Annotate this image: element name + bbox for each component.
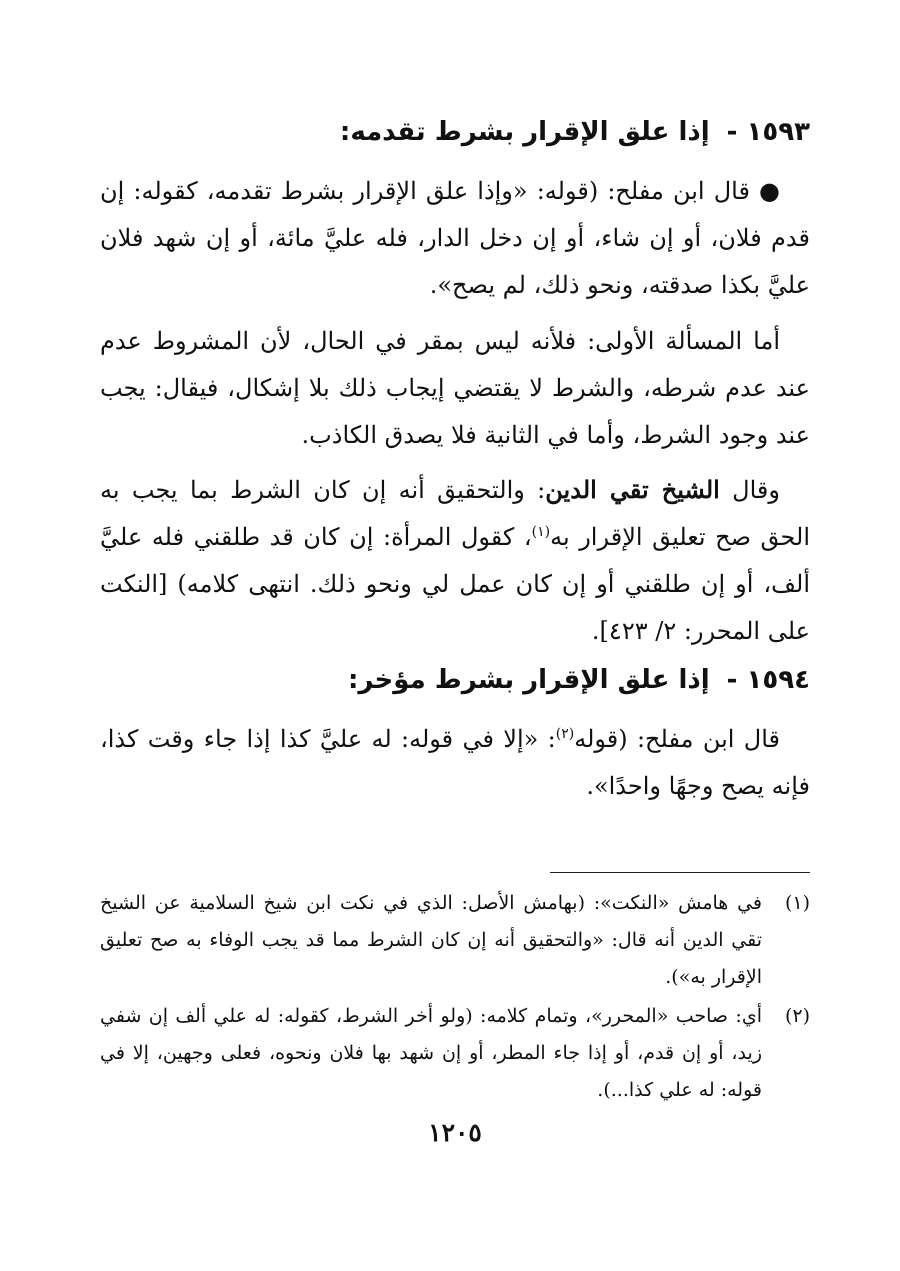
- page-number: ١٢٠٥: [428, 1118, 482, 1147]
- section-heading-1594: [100, 660, 810, 700]
- paragraph-ibn-muflih-quote: ● قال ابن مفلح: (قوله: «وإذا علق الإقرار بشرط تقدمه، كقوله: إن قدم فلان، أو إن شاء، أو إن دخل الدار، فله عليَّ مائة، أو إن شهد فلان عليَّ بكذا صدقته، ونحو ذلك، لم يصح».: [100, 177, 810, 299]
- footnote-text: في هامش «النكت»: (بهامش الأصل: الذي في نكت ابن شيخ السلامية عن الشيخ تقي الدين أنه قال: «والتحقيق أنه إن كان الشرط مما قد يجب الوفاء به صح تعليق الإقرار به»).: [100, 892, 762, 988]
- section-number: ١٥٩٣ -: [726, 117, 810, 147]
- paragraph-first-issue: أما المسألة الأولى: فلأنه ليس بمقر في الحال، لأن المشروط عدم عند عدم شرطه، والشرط لا يقتضي إيجاب ذلك بلا إشكال، فيقال: يجب عند وجود الشرط، وأما في الثانية فلا يصدق الكاذب.: [100, 327, 810, 449]
- section-title: إذا علق الإقرار بشرط تقدمه:: [339, 117, 710, 147]
- footnote-1: [100, 885, 810, 996]
- section-heading-1593: [100, 112, 810, 152]
- sheikh-name: الشيخ تقي الدين: [545, 475, 720, 504]
- section-number: ١٥٩٤ -: [726, 665, 810, 695]
- document-page: [100, 0, 810, 1271]
- footnote-ref-2: (٢): [555, 726, 575, 742]
- footnote-label: (١): [784, 892, 810, 914]
- footnote-separator: [550, 872, 810, 873]
- footnote-ref-1: (١): [531, 524, 551, 540]
- footnote-label: (٢): [784, 1005, 810, 1027]
- footnote-text: أي: صاحب «المحرر»، وتمام كلامه: (ولو أخر الشرط، كقوله: له علي ألف إن شفي زيد، أو إن قدم، أو إذا جاء المطر، أو إن شهد بها فلان ونحوه، فعلى وجهين، إلا في قوله: له علي كذا...).: [100, 1005, 762, 1101]
- section-title: إذا علق الإقرار بشرط مؤخر:: [347, 665, 710, 695]
- paragraph-sheikh-taqi-al-din: وقال الشيخ تقي الدين: والتحقيق أنه إن كان الشرط بما يجب به الحق صح تعليق الإقرار به$^{(١)}$، كقول المرأة: إن كان قد طلقني فله عليَّ ألف، أو إن طلقني أو إن كان عمل لي ونحو ذلك. انتهى كلامه) [النكت على المحرر: ٢/ ٤٢٣].: [100, 475, 810, 645]
- footnote-2: [100, 998, 810, 1109]
- paragraph-delayed-condition: قال ابن مفلح: (قوله$^{(٢)}$: «إلا في قوله: له عليَّ كذا إذا جاء وقت كذا، فإنه يصح وجهًا واحدًا».: [100, 725, 810, 800]
